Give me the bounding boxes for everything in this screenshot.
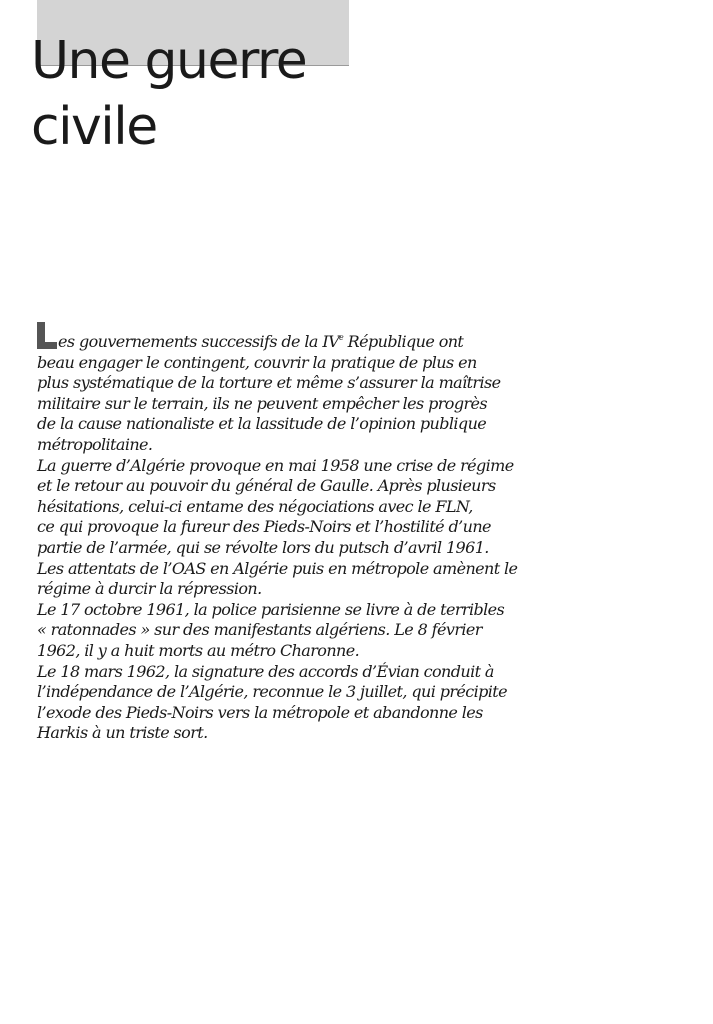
body-line: hésitations, celui-ci entame des négociations avec le FLN, bbox=[37, 496, 473, 516]
body-line: Le 17 octobre 1961, la police parisienne se livre à de terribles bbox=[37, 599, 505, 619]
page-title-line-1: Une guerre bbox=[31, 31, 307, 91]
body-line: Le 18 mars 1962, la signature des accords d’Évian conduit à bbox=[37, 661, 494, 681]
body-line: plus systématique de la torture et même s’assurer la maîtrise bbox=[37, 373, 501, 393]
first-line-end: République ont bbox=[343, 332, 464, 351]
page-title bbox=[31, 28, 306, 160]
first-line-start: es gouvernements successifs de la IV bbox=[58, 332, 340, 351]
body-line: ce qui provoque la fureur des Pieds-Noirs et l’hostilité d’une bbox=[37, 517, 491, 537]
body-line: de la cause nationaliste et la lassitude de l’opinion publique bbox=[37, 414, 487, 434]
body-line: l’indépendance de l’Algérie, reconnue le 3 juillet, qui précipite bbox=[37, 682, 507, 702]
superscript-e: e bbox=[339, 333, 344, 342]
body-line: et le retour au pouvoir du général de Gaulle. Après plusieurs bbox=[37, 476, 496, 496]
page-title-line-2: civile bbox=[31, 97, 157, 157]
body-line: beau engager le contingent, couvrir la pratique de plus en bbox=[37, 352, 477, 372]
body-line: Harkis à un triste sort. bbox=[37, 723, 208, 743]
first-line bbox=[37, 322, 517, 353]
body-line: partie de l’armée, qui se révolte lors du putsch d’avril 1961. bbox=[37, 537, 489, 557]
body-line: militaire sur le terrain, ils ne peuvent empêcher les progrès bbox=[37, 393, 487, 413]
body-line: métropolitaine. bbox=[37, 434, 153, 454]
body-line: La guerre d’Algérie provoque en mai 1958 une crise de régime bbox=[37, 455, 514, 475]
drop-cap-letter bbox=[37, 322, 57, 349]
body-line: 1962, il y a huit morts au métro Charonne. bbox=[37, 640, 360, 660]
drop-cap bbox=[37, 322, 57, 349]
body-line: régime à durcir la répression. bbox=[37, 579, 262, 599]
body-line: Les attentats de l’OAS en Algérie puis en métropole amènent le bbox=[37, 558, 518, 578]
body-line: l’exode des Pieds-Noirs vers la métropole et abandonne les bbox=[37, 702, 483, 722]
body-line: « ratonnades » sur des manifestants algériens. Le 8 février bbox=[37, 620, 482, 640]
body-text bbox=[37, 322, 517, 744]
